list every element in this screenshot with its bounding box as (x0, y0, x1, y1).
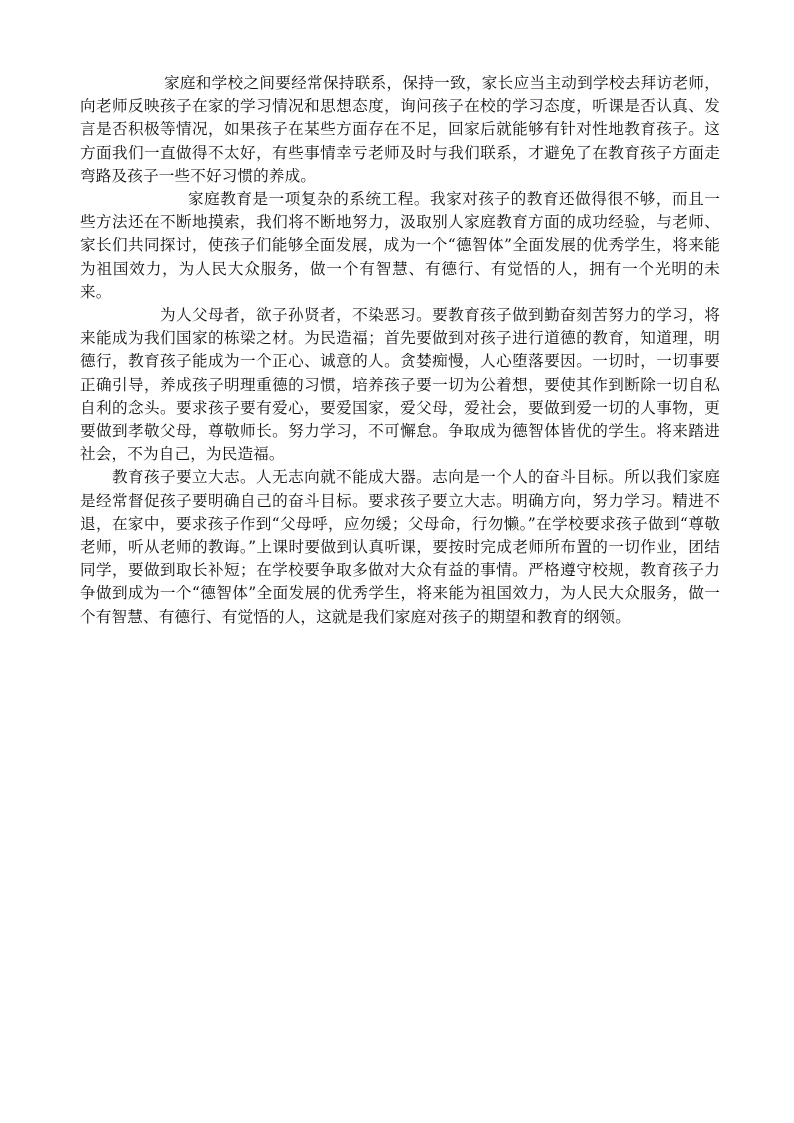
paragraph-family-education-system: 家庭教育是一项复杂的系统工程。我家对孩子的教育还做得很不够，而且一些方法还在不断地摸索，我们将不断地努力，汲取别人家庭教育方面的成功经验，与老师、家长们共同探讨，使孩子们能够全面发展，成为一个“德智体”全面发展的优秀学生，将来能为祖国效力，为人民大众服务，做一个有智慧、有德行、有觉悟的人，拥有一个光明的未来。 (80, 190, 720, 301)
paragraph-moral-education: 为人父母者，欲子孙贤者，不染恶习。要教育孩子做到勤奋刻苦努力的学习，将来能成为我们国家的栋梁之材。为民造福；首先要做到对孩子进行道德的教育，知道理，明德行，教育孩子能成为一个正心、诚意的人。贪婪痴慢，人心堕落要因。一切时，一切事要正确引导，养成孩子明理重德的习惯，培养孩子要一切为公着想，要使其作到断除一切自私自利的念头。要求孩子要有爱心，要爱国家，爱父母，爱社会，要做到爱一切的人事物，更要做到孝敬父母，尊敬师长。努力学习，不可懈怠。争取成为德智体皆优的学生。将来踏进社会，不为自己，为民造福。 (80, 306, 720, 464)
paragraph-home-school-contact: 家庭和学校之间要经常保持联系，保持一致，家长应当主动到学校去拜访老师，向老师反映孩子在家的学习情况和思想态度，询问孩子在校的学习态度，听课是否认真、发言是否积极等情况，如果孩子在某些方面存在不足，回家后就能够有针对性地教育孩子。这方面我们一直做得不太好，有些事情幸亏老师及时与我们联系，才避免了在教育孩子方面走弯路及孩子一些不好习惯的养成。 (80, 74, 720, 185)
paragraph-set-ambitions: 教育孩子要立大志。人无志向就不能成大器。志向是一个人的奋斗目标。所以我们家庭是经常督促孩子要明确自己的奋斗目标。要求孩子要立大志。明确方向，努力学习。精进不退，在家中，要求孩子作到“父母呼，应勿缓；父母命，行勿懒。”在学校要求孩子做到“尊敬老师，听从老师的教诲。”上课时要做到认真听课，要按时完成老师所布置的一切作业，团结同学，要做到取长补短；在学校要争取多做对大众有益的事情。严格遵守校规，教育孩子力争做到成为一个“德智体”全面发展的优秀学生，将来能为祖国效力，为人民大众服务，做一个有智慧、有德行、有觉悟的人，这就是我们家庭对孩子的期望和教育的纲领。 (80, 468, 720, 626)
document-page (80, 72, 720, 629)
